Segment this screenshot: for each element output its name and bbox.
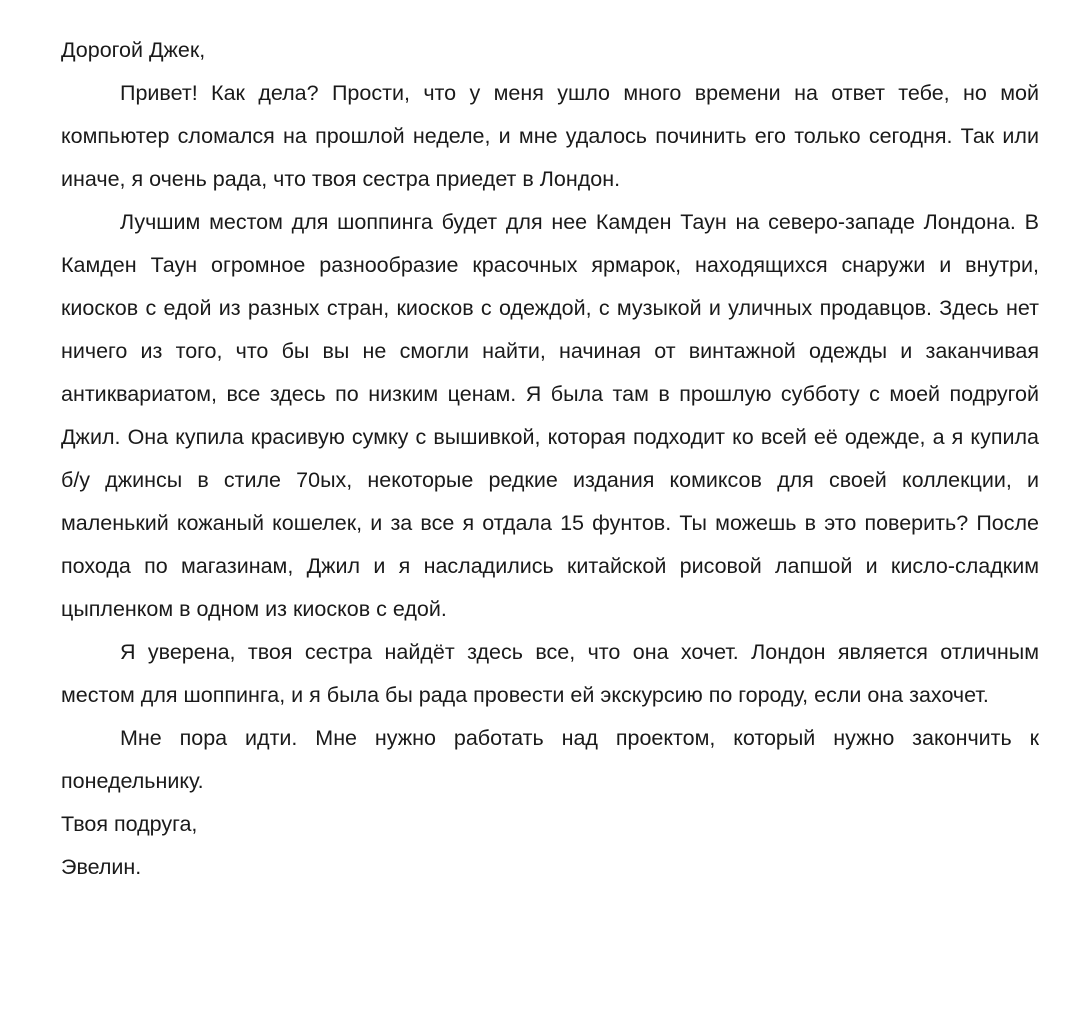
letter-signature: Эвелин. <box>61 855 142 879</box>
letter-closing: Твоя подруга, <box>61 812 198 836</box>
letter-greeting: Дорогой Джек, <box>61 38 206 62</box>
letter <box>61 29 1039 889</box>
letter-paragraph-3: Я уверена, твоя сестра найдёт здесь все, что она хочет. Лондон является отличным местом для шоппинга, и я была бы рада провести ей экскурсию по городу, если она захочет. <box>61 640 1039 707</box>
letter-paragraph-2: Лучшим местом для шоппинга будет для нее Камден Таун на северо-западе Лондона. В Камден Таун огромное разнообразие красочных ярмарок, находящихся снаружи и внутри, киосков с едой из разных стран, киосков с одеждой, с музыкой и уличных продавцов. Здесь нет ничего из того, что бы вы не смогли найти, начиная от винтажной одежды и заканчивая антиквариатом, все здесь по низким ценам. Я была там в прошлую субботу с моей подругой Джил. Она купила красивую сумку с вышивкой, которая подходит ко всей её одежде, а я купила б/у джинсы в стиле 70ых, некоторые редкие издания комиксов для своей коллекции, и маленький кожаный кошелек, и за все я отдала 15 фунтов. Ты можешь в это поверить? После похода по магазинам, Джил и я насладились китайской рисовой лапшой и кисло-сладким цыпленком в одном из киосков с едой. <box>61 210 1039 621</box>
letter-paragraph-1: Привет! Как дела? Прости, что у меня ушло много времени на ответ тебе, но мой компьютер сломался на прошлой неделе, и мне удалось починить его только сегодня. Так или иначе, я очень рада, что твоя сестра приедет в Лондон. <box>61 81 1039 191</box>
letter-paragraph-4: Мне пора идти. Мне нужно работать над проектом, который нужно закончить к понедельнику. <box>61 726 1039 793</box>
